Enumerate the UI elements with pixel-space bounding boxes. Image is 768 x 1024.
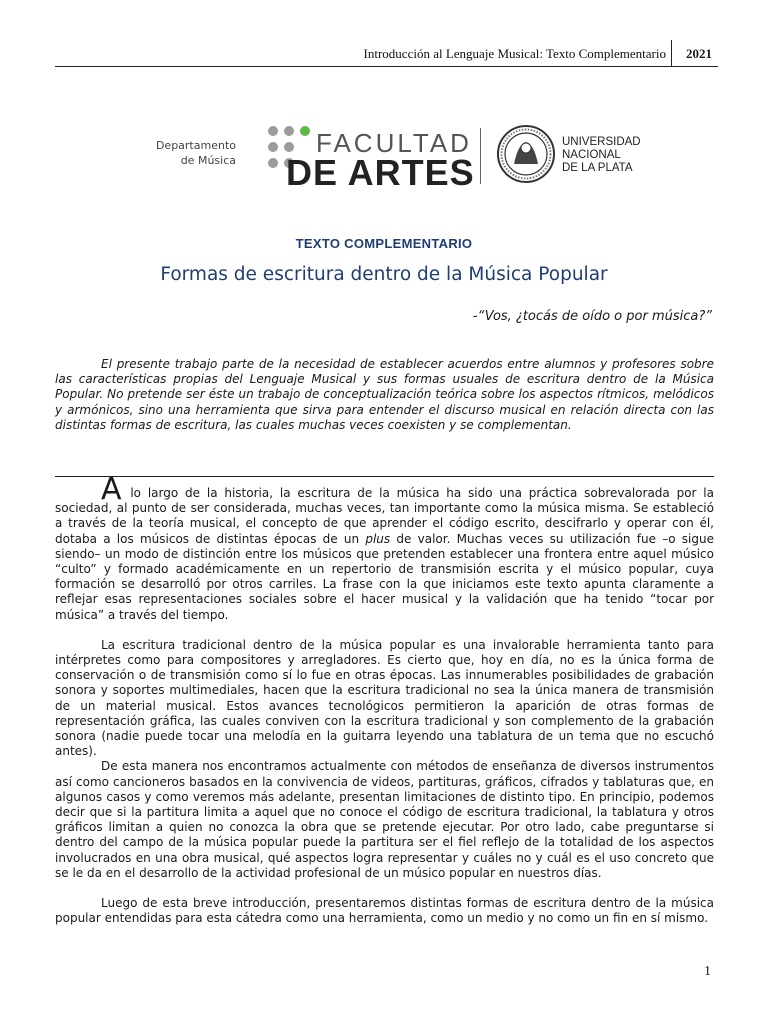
- page-number: 1: [704, 964, 711, 979]
- university-name: UNIVERSIDAD NACIONAL DE LA PLATA: [562, 136, 641, 174]
- body-paragraph-4: Luego de esta breve introducción, presentaremos distintas formas de escritura dentro de la música popular entendidas para esta cátedra como una herramienta, como un medio y no como un fin en sí mismo.: [55, 896, 714, 926]
- header-title: Introducción al Lenguaje Musical: Texto Complementario: [363, 46, 666, 61]
- university-seal-icon: [496, 124, 556, 184]
- body-paragraph-1: A lo largo de la historia, la escritura de la música ha sido una práctica sobrevalorada por la sociedad, al punto de ser considerada, muchas veces, tan importante como la música misma. Se estableció a través de la teoría musical, el concepto de que aprender el código escrito, descifrarlo y operar con él, dotaba a los músicos de distintas épocas de un plus de valor. Muchas veces su utilización fue –o sigue siendo– un modo de distinción entre los músicos que pretenden establecer una frontera entre aquel músico “culto” y formado académicamente en un repertorio de transmisión escrita y el músico popular, cuya formación se desarrolló por otros carriles. La frase con la que iniciamos este texto apunta claramente a reflejar esas representaciones sociales sobre el hacer musical y la validación que ha tenido “tocar por música” a través del tiempo.: [55, 472, 714, 622]
- emphasis-plus: plus: [365, 531, 391, 546]
- body-text: [55, 472, 714, 926]
- logo-divider: [480, 128, 481, 184]
- abstract-paragraph: El presente trabajo parte de la necesidad de establecer acuerdos entre alumnos y profesores sobre las características propias del Lenguaje Musical y sus formas usuales de escritura dentro de la Música Popular. No pretende ser éste un trabajo de conceptualización teórica sobre los aspectos rítmicos, melódicos y armónicos, sino una herramienta que sirva para entender el discurso musical en relación directa con las distintas formas de escritura, las cuales muchas veces coexisten y se complementan.: [55, 357, 714, 432]
- drop-cap: A: [101, 472, 122, 507]
- body-paragraph-3: De esta manera nos encontramos actualmente con métodos de enseñanza de diversos instrumentos así como cancioneros basados en la convivencia de videos, partituras, gráficos, cifrados y tablaturas que, en algunos casos y como veremos más adelante, presentan limitaciones de distinto tipo. En principio, podemos decir que si la partitura limita a aquel que no conoce el código de escritura tradicional, la tablatura y otros gráficos limitan a quien no conozca la obra que se pretende ejecutar. Por otro lado, cabe preguntarse si dentro del campo de la música popular puede la partitura ser el fiel reflejo de la totalidad de los aspectos involucrados en una obra musical, qué aspectos logra representar y cuáles no y cuál es el uso concreto que se le da en el desarrollo de la actividad profesional de un músico popular en nuestros días.: [55, 759, 714, 880]
- institution-logo: [142, 118, 641, 194]
- faculty-name-line2: DE ARTES: [286, 152, 475, 193]
- running-header: [55, 40, 718, 67]
- epigraph-quote: -“Vos, ¿tocás de oído o por música?”: [472, 309, 712, 324]
- faculty-name-line1: FACULTAD: [316, 128, 472, 158]
- body-paragraph-2: La escritura tradicional dentro de la música popular es una invalorable herramienta tanto para intérpretes como para compositores y arregladores. Es cierto que, hoy en día, no es la única forma de conservación o de transmisión como sí lo fue en otras épocas. Las innumerables posibilidades de grabación sonora y soportes multimediales, hacen que la escritura tradicional no sea la única manera de transmisión de un material musical. Estos avances tecnológicos permitieron la aparición de otras formas de representación gráfica, las cuales conviven con la escritura tradicional y son complemento de la grabación sonora (nadie puede tocar una melodía en la guitarra leyendo una tablatura de un tema que no escuchó antes).: [55, 637, 714, 759]
- section-divider: [55, 476, 714, 477]
- document-kicker: TEXTO COMPLEMENTARIO: [295, 236, 473, 251]
- department-label: Departamento de Música: [155, 139, 236, 167]
- header-separator: [671, 40, 672, 66]
- abstract: [55, 357, 714, 433]
- header-year: 2021: [686, 46, 712, 61]
- document-title: Formas de escritura dentro de la Música Popular: [160, 264, 608, 285]
